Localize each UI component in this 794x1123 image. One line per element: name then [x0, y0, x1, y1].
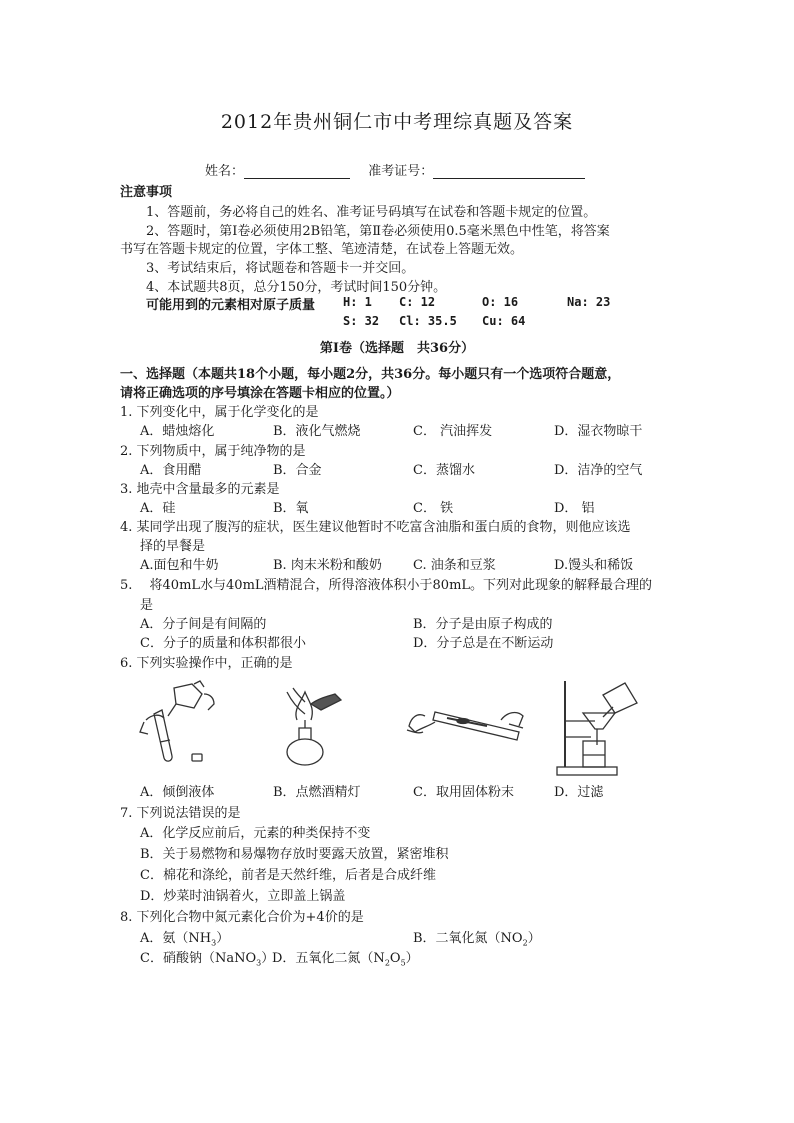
- q2-option-a[interactable]: A．食用醋: [140, 463, 202, 478]
- q3-option-c[interactable]: C． 铁: [413, 501, 454, 516]
- q8-option-b[interactable]: B．二氧化氮$(NO_2)$: [413, 931, 541, 948]
- q7-option-a[interactable]: A．化学反应前后，元素的种类保持不变: [140, 826, 371, 841]
- notice-heading: 注意事项: [120, 185, 173, 200]
- question-3-stem: 3. 地壳中含量最多的元素是: [120, 482, 280, 497]
- q3-option-b[interactable]: B．氧: [273, 501, 309, 516]
- notice-item: 3、考试结束后，将试题卷和答题卡一并交回。: [146, 261, 415, 276]
- atomic-mass-na: Na: 23: [567, 295, 611, 309]
- q5-option-b[interactable]: B．分子是由原子构成的: [413, 617, 553, 632]
- atomic-mass-label: 可能用到的元素相对原子质量: [146, 298, 316, 313]
- notice-item: 2、答题时，第Ⅰ卷必须使用2B铅笔，第Ⅱ卷必须使用0.5毫米黑色中性笔，将答案: [146, 224, 610, 239]
- q7-option-d[interactable]: D．炒菜时油锅着火，立即盖上锅盖: [140, 889, 346, 904]
- q1-option-b[interactable]: B．液化气燃烧: [273, 424, 361, 439]
- atomic-mass-s: S: 32: [343, 314, 380, 328]
- notice-item: 书写在答题卡规定的位置，字体工整、笔迹清楚，在试卷上答题无效。: [120, 242, 524, 257]
- page-title: 2012年贵州铜仁市中考理综真题及答案: [220, 111, 574, 133]
- q2-option-b[interactable]: B．合金: [273, 463, 322, 478]
- q8-option-a[interactable]: A．氨$(NH_3)$: [140, 931, 230, 948]
- alcohol-lamp-figure: [275, 680, 345, 770]
- section-heading-line2: 请将正确选项的序号填涂在答题卡相应的位置。）: [120, 386, 400, 401]
- q2-option-c[interactable]: C．蒸馏水: [413, 463, 475, 478]
- exam-no-label: 准考证号：: [368, 164, 434, 179]
- q2-option-d[interactable]: D．洁净的空气: [554, 463, 643, 478]
- q6-option-c[interactable]: C．取用固体粉末: [413, 785, 514, 800]
- notice-item: 1、答题前，务必将自己的姓名、准考证号码填写在试卷和答题卡规定的位置。: [146, 205, 597, 220]
- q3-option-d[interactable]: D． 铝: [554, 501, 595, 516]
- exam-no-blank[interactable]: [433, 164, 585, 179]
- q7-option-c[interactable]: C．棉花和涤纶，前者是天然纤维，后者是合成纤维: [140, 868, 436, 883]
- q4-option-b[interactable]: B. 肉末米粉和酸奶: [273, 558, 382, 573]
- question-4-stem: 4. 某同学出现了腹泻的症状，医生建议他暂时不吃富含油脂和蛋白质的食物，则他应该选: [120, 520, 631, 535]
- q7-option-b[interactable]: B．关于易燃物和易爆物存放时要露天放置，紧密堆积: [140, 847, 449, 862]
- atomic-mass-cu: Cu: 64: [482, 314, 526, 328]
- atomic-mass-o: O: 16: [482, 295, 519, 309]
- question-7-stem: 7. 下列说法错误的是: [120, 806, 241, 821]
- q5-option-d[interactable]: D．分子总是在不断运动: [413, 636, 554, 651]
- part1-title: 第Ⅰ卷（选择题 共36分）: [319, 341, 475, 356]
- q5-option-c[interactable]: C．分子的质量和体积都很小: [140, 636, 306, 651]
- q4-option-d[interactable]: D.馒头和稀饭: [554, 558, 634, 573]
- q1-option-a[interactable]: A．蜡烛熔化: [140, 424, 215, 439]
- name-label: 姓名：: [205, 164, 245, 179]
- q3-option-a[interactable]: A．硅: [140, 501, 176, 516]
- q4-option-a[interactable]: A.面包和牛奶: [140, 558, 219, 573]
- q1-option-d[interactable]: D．湿衣物晾干: [554, 424, 643, 439]
- q8-option-c[interactable]: C．硝酸钠（NaNO$_3$）: [140, 951, 275, 968]
- q1-option-c[interactable]: C． 汽油挥发: [413, 424, 493, 439]
- question-5-stem-cont: 是: [140, 598, 154, 613]
- q8-option-d[interactable]: D．五氧化二氮$(N_2O_5)$: [272, 951, 419, 968]
- question-5-stem: 5. 将40mL水与40mL酒精混合，所得溶液体积小于80mL。下列对此现象的解释最合理的: [120, 578, 653, 593]
- q4-option-c[interactable]: C. 油条和豆浆: [413, 558, 496, 573]
- q6-option-a[interactable]: A．倾倒液体: [140, 785, 215, 800]
- filtration-figure: [553, 675, 648, 780]
- notice-item: 4、本试题共8页，总分150分，考试时间150分钟。: [146, 280, 447, 295]
- question-8-stem: 8. 下列化合物中氮元素化合价为+4价的是: [120, 910, 364, 925]
- section-heading-line1: 一、选择题（本题共18个小题，每小题2分，共36分。每小题只有一个选项符合题意，: [120, 367, 621, 382]
- q6-option-b[interactable]: B．点燃酒精灯: [273, 785, 361, 800]
- q5-option-a[interactable]: A．分子间是有间隔的: [140, 617, 267, 632]
- q6-option-d[interactable]: D．过滤: [554, 785, 604, 800]
- atomic-mass-h: H: 1: [343, 295, 372, 309]
- question-1-stem: 1. 下列变化中，属于化学变化的是: [120, 405, 319, 420]
- solid-powder-figure: [405, 690, 535, 750]
- question-6-stem: 6. 下列实验操作中，正确的是: [120, 656, 293, 671]
- name-blank[interactable]: [244, 164, 350, 179]
- atomic-mass-c: C: 12: [399, 295, 436, 309]
- question-2-stem: 2. 下列物质中，属于纯净物的是: [120, 444, 306, 459]
- name-field: [205, 160, 585, 179]
- atomic-mass-cl: Cl: 35.5: [399, 314, 457, 328]
- pouring-liquid-figure: [132, 680, 222, 770]
- question-4-stem-cont: 择的早餐是: [140, 539, 206, 554]
